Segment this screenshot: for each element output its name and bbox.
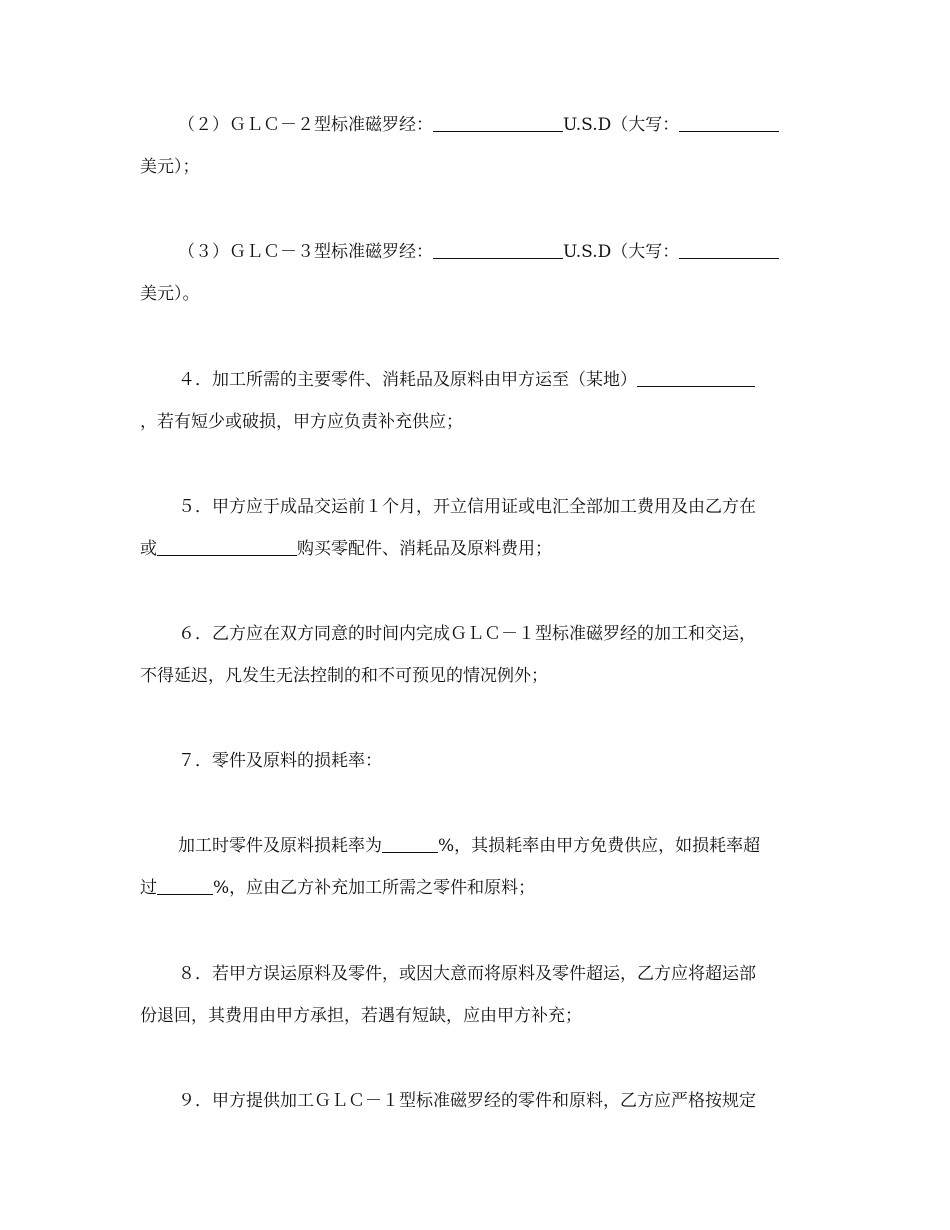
item-8-line-2 — [140, 1004, 812, 1028]
item-2-line-2 — [140, 155, 812, 179]
item-4-location-blank — [637, 369, 755, 387]
item-5-text: ５．甲方应于成品交运前１个月，开立信用证或电汇全部加工费用及由乙方在 — [178, 497, 756, 517]
item-7-detail-line-1 — [140, 834, 812, 858]
item-4-text-2: ，若有短少或破损，甲方应负责补充供应； — [140, 412, 463, 432]
item-7-line-1 — [140, 749, 812, 773]
item-5-suffix: 购买零配件、消耗品及原料费用； — [297, 539, 552, 559]
item-4-line-2 — [140, 410, 812, 434]
item-9-line-1 — [140, 1089, 812, 1113]
item-7-detail-suffix: %，其损耗率由甲方免费供应，如损耗率超 — [438, 836, 761, 856]
item-7-detail-prefix-2: 过 — [140, 878, 157, 898]
item-7-detail-suffix-2: %，应由乙方补充加工所需之零件和原料； — [213, 878, 536, 898]
item-2-prefix: （２）ＧＬＣ－２型标准磁罗经： — [178, 115, 433, 135]
item-3-line-1 — [140, 240, 812, 264]
item-3-line-2 — [140, 282, 812, 306]
item-6-line-2 — [140, 664, 812, 688]
item-4-text: ４．加工所需的主要零件、消耗品及原料由甲方运至（某地） — [178, 370, 637, 390]
item-5-place-blank — [157, 538, 297, 556]
item-3-uppercase-blank — [679, 241, 779, 259]
item-6-text-2: 不得延迟，凡发生无法控制的和不可预见的情况例外； — [140, 666, 548, 686]
item-8-text-2: 份退回，其费用由甲方承担，若遇有短缺，应由甲方补充； — [140, 1006, 582, 1026]
item-2-uppercase-blank — [679, 114, 779, 132]
item-7-detail-prefix: 加工时零件及原料损耗率为 — [178, 836, 382, 856]
item-3-price-blank — [433, 241, 563, 259]
loss-rate-blank — [382, 835, 438, 853]
item-5-prefix: 或 — [140, 539, 157, 559]
item-2-currency: U.S.D（大写： — [563, 115, 680, 135]
item-7-detail-line-2 — [140, 876, 812, 900]
item-4-line-1 — [140, 368, 812, 392]
item-5-line-1 — [140, 495, 812, 519]
item-3-prefix: （３）ＧＬＣ－３型标准磁罗经： — [178, 242, 433, 262]
item-6-text: ６．乙方应在双方同意的时间内完成ＧＬＣ－１型标准磁罗经的加工和交运， — [178, 624, 756, 644]
item-7-heading: ７．零件及原料的损耗率： — [178, 751, 382, 771]
item-6-line-1 — [140, 622, 812, 646]
item-2-suffix: 美元）； — [140, 157, 200, 177]
item-9-text: ９．甲方提供加工ＧＬＣ－１型标准磁罗经的零件和原料，乙方应严格按规定 — [178, 1091, 756, 1111]
item-8-text: ８．若甲方误运原料及零件，或因大意而将原料及零件超运，乙方应将超运部 — [178, 964, 756, 984]
item-3-suffix: 美元）。 — [140, 284, 200, 304]
item-3-currency: U.S.D（大写： — [563, 242, 680, 262]
item-8-line-1 — [140, 962, 812, 986]
item-2-price-blank — [433, 114, 563, 132]
item-5-line-2 — [140, 537, 812, 561]
item-2-line-1 — [140, 113, 812, 137]
excess-loss-rate-blank — [157, 877, 213, 895]
